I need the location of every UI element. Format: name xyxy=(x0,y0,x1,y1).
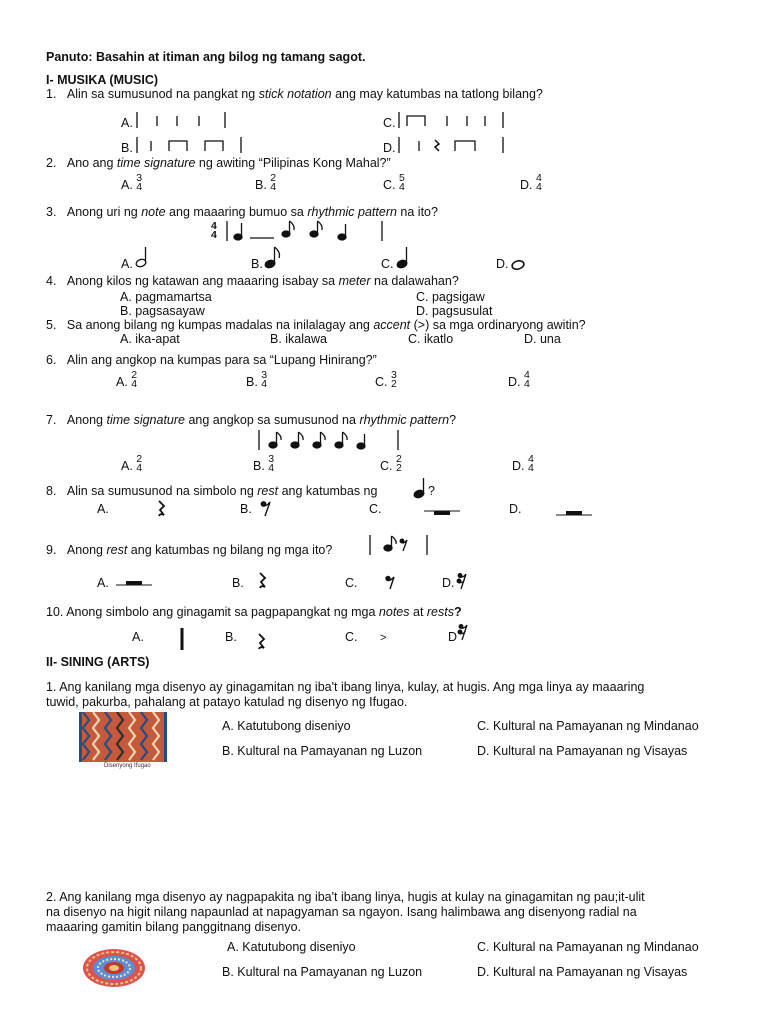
question-8: 8. Alin sa sumusunod na simbolo ng rest ang katumbas ng xyxy=(46,484,378,498)
arts-q1-text-line-1: 1. Ang kanilang mga disenyo ay ginagamitan ng iba't ibang linya, kulay, at hugis. Ang mga linya ay maaaring xyxy=(46,680,645,694)
q4-option-d[interactable]: D. pagsusulat xyxy=(416,304,493,318)
q3-eighth-note-icon xyxy=(264,244,284,270)
q3-option-a-label[interactable]: A. xyxy=(121,257,133,271)
q8-quarter-rest-icon xyxy=(156,500,168,518)
q5-option-d[interactable]: D. una xyxy=(524,332,561,346)
question-10: 10. Anong simbolo ang ginagamit sa pagpapangkat ng mga notes at rests? xyxy=(46,605,462,619)
arts-q2-text-line-1: 2. Ang kanilang mga disenyo ay nagpapakita ng iba't ibang linya, hugis at kulay na ginagamitan ng pau;it-ulit xyxy=(46,890,645,904)
q5-option-b[interactable]: B. ikalawa xyxy=(270,332,327,346)
q7-option-b[interactable]: B. 3 4 xyxy=(253,453,275,474)
q3-option-b-label[interactable]: B. xyxy=(251,257,263,271)
question-5: 5. Sa anong bilang ng kumpas madalas na inilalagay ang accent (>) sa mga ordinaryong awitin? xyxy=(46,318,586,332)
q4-option-b[interactable]: B. pagsasayaw xyxy=(120,304,205,318)
q1-option-d-notation xyxy=(395,135,510,155)
q10-option-a-label[interactable]: A. xyxy=(132,630,144,644)
q8-whole-rest-icon xyxy=(424,508,460,518)
question-7: 7. Anong time signature ang angkop sa sumusunod na rhythmic pattern? xyxy=(46,413,457,427)
q7-option-d[interactable]: D. 4 4 xyxy=(512,453,534,474)
radial-design-mat-image xyxy=(82,948,146,988)
q3-quarter-note-icon xyxy=(396,244,416,270)
q1-option-d-label[interactable]: D. xyxy=(383,141,396,155)
q9-option-c-label[interactable]: C. xyxy=(345,576,358,590)
q10-accent-symbol: > xyxy=(380,632,387,644)
q1-option-b-notation xyxy=(133,135,248,155)
q1-option-a-label[interactable]: A. xyxy=(121,116,133,130)
q3-option-c-label[interactable]: C. xyxy=(381,257,394,271)
q9-option-a-label[interactable]: A. xyxy=(97,576,109,590)
q4-option-a[interactable]: A. pagmamartsa xyxy=(120,290,212,304)
q2-option-a[interactable]: A. 3 4 xyxy=(121,172,143,193)
arts-q1-text-line-2: tuwid, pakurba, pahalang at patayo katulad ng disenyo ng Ifugao. xyxy=(46,695,408,709)
q9-sixteenth-rest-icon xyxy=(456,572,470,590)
question-6: 6. Alin ang angkop na kumpas para sa “Lupang Hinirang?” xyxy=(46,353,377,367)
q3-half-note-icon xyxy=(134,245,154,269)
q8-option-b-label[interactable]: B. xyxy=(240,502,252,516)
q10-bar-line-icon xyxy=(179,628,185,650)
q9-quarter-rest-icon xyxy=(257,572,269,590)
q9-option-d-label[interactable]: D. xyxy=(442,576,455,590)
q3-rhythmic-pattern xyxy=(224,218,389,244)
question-9: 9. Anong rest ang katumbas ng bilang ng mga ito? xyxy=(46,543,333,557)
q9-option-b-label[interactable]: B. xyxy=(232,576,244,590)
q6-option-a[interactable]: A. 2 4 xyxy=(116,369,138,390)
q9-half-rest-icon xyxy=(116,578,152,588)
q9-rhythmic-pattern xyxy=(367,533,433,557)
arts-q1-option-a[interactable]: A. Katutubong diseniyo xyxy=(222,719,351,733)
q3-time-signature: 4 4 xyxy=(211,220,217,241)
q8-quarter-note-icon xyxy=(413,476,429,500)
q1-option-a-notation xyxy=(133,110,233,130)
q1-option-b-label[interactable]: B. xyxy=(121,141,133,155)
q5-option-c[interactable]: C. ikatlo xyxy=(408,332,454,346)
q3-whole-note-icon xyxy=(510,258,528,272)
q7-option-a[interactable]: A. 2 4 xyxy=(121,453,143,474)
q1-option-c-notation xyxy=(395,110,510,130)
instructions: Panuto: Basahin at itiman ang bilog ng tamang sagot. xyxy=(46,50,366,64)
question-1: 1. Alin sa sumusunod na pangkat ng stick notation ang may katumbas na tatlong bilang? xyxy=(46,87,543,101)
q8-half-rest-icon xyxy=(556,508,592,518)
q8-option-a-label[interactable]: A. xyxy=(97,502,109,516)
q10-option-b-label[interactable]: B. xyxy=(225,630,237,644)
q6-option-d[interactable]: D. 4 4 xyxy=(508,369,530,390)
q7-rhythmic-pattern xyxy=(256,428,406,452)
question-3: 3. Anong uri ng note ang maaaring bumuo sa rhythmic pattern na ito? xyxy=(46,205,438,219)
q1-option-c-label[interactable]: C. xyxy=(383,116,396,130)
q10-sixteenth-rest-icon xyxy=(457,623,471,641)
q9-eighth-rest-icon xyxy=(385,575,399,591)
q6-option-b[interactable]: B. 3 4 xyxy=(246,369,268,390)
q4-option-c[interactable]: C. pagsigaw xyxy=(416,290,485,304)
arts-section-title: II- SINING (ARTS) xyxy=(46,655,150,669)
q10-quarter-rest-icon xyxy=(256,633,268,651)
q8-option-d-label[interactable]: D. xyxy=(509,502,522,516)
arts-q2-text-line-3: maaaring gamitin bilang panggitnang disenyo. xyxy=(46,920,302,934)
q2-option-b[interactable]: B. 2 4 xyxy=(255,172,277,193)
q10-option-d-label[interactable]: D xyxy=(448,630,458,644)
q2-option-c[interactable]: C. 5 4 xyxy=(383,172,405,193)
arts-q2-option-b[interactable]: B. Kultural na Pamayanan ng Luzon xyxy=(222,965,423,979)
q8-option-c-label[interactable]: C. xyxy=(369,502,382,516)
ifugao-design-image xyxy=(79,712,167,770)
arts-q1-option-c[interactable]: C. Kultural na Pamayanan ng Mindanao xyxy=(477,719,699,733)
q10-option-c-label[interactable]: C. xyxy=(345,630,358,644)
q7-option-c[interactable]: C. 2 2 xyxy=(380,453,402,474)
q2-option-d[interactable]: D. 4 4 xyxy=(520,172,542,193)
music-section-title: I- MUSIKA (MUSIC) xyxy=(46,73,159,87)
arts-q1-option-d[interactable]: D. Kultural na Pamayanan ng Visayas xyxy=(477,744,688,758)
q6-option-c[interactable]: C. 3 2 xyxy=(375,369,397,390)
arts-q1-option-b[interactable]: B. Kultural na Pamayanan ng Luzon xyxy=(222,744,423,758)
question-4: 4. Anong kilos ng katawan ang maaaring isabay sa meter na dalawahan? xyxy=(46,274,459,288)
arts-q2-option-c[interactable]: C. Kultural na Pamayanan ng Mindanao xyxy=(477,940,699,954)
ifugao-caption: Disenyong Ifugao xyxy=(104,763,151,769)
q3-option-d-label[interactable]: D. xyxy=(496,257,509,271)
arts-q2-option-a[interactable]: A. Katutubong diseniyo xyxy=(227,940,356,954)
q5-option-a[interactable]: A. ika-apat xyxy=(120,332,180,346)
arts-q2-option-d[interactable]: D. Kultural na Pamayanan ng Visayas xyxy=(477,965,688,979)
q8-question-mark: ? xyxy=(428,484,435,498)
arts-q2-text-line-2: na disenyo na higit nilang napaunlad at napagyaman sa ngayon. Isang halimbawa ang disenyong radial na xyxy=(46,905,637,919)
q8-eighth-rest-icon xyxy=(260,500,274,518)
question-2: 2. Ano ang time signature ng awiting “Pilipinas Kong Mahal?” xyxy=(46,156,391,170)
